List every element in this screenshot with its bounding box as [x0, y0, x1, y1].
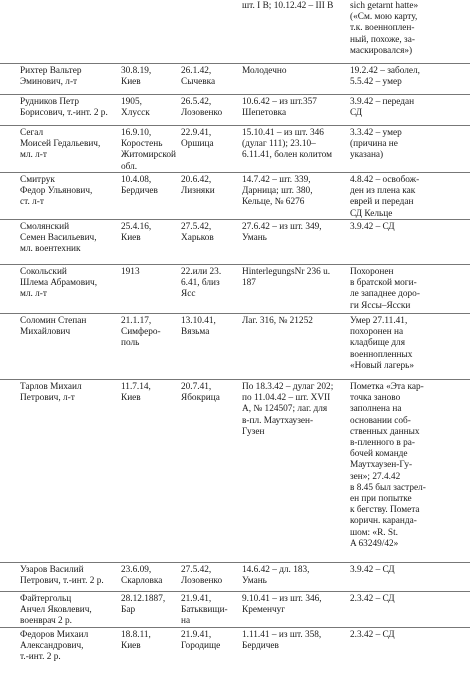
prisoner-name-line: Узаров Василий — [20, 565, 84, 575]
prisoner-name-cell — [20, 267, 118, 301]
capture-date-place-line: 27.5.42, — [181, 565, 212, 575]
capture-date-place-cell — [181, 267, 239, 301]
fate-note-line: к бегству. Помета — [350, 505, 420, 516]
fate-note-line: Маутхаузен-Гу- — [350, 460, 413, 471]
fate-note-cell — [350, 222, 465, 233]
fate-note-line: ле западнее доро- — [350, 289, 420, 300]
table-row — [0, 591, 470, 627]
table-row — [0, 313, 470, 371]
camp-record-line: 187 — [242, 278, 256, 289]
prisoner-name-cell — [20, 175, 118, 209]
camp-record-cell — [242, 594, 346, 616]
capture-date-place-line: 26.5.42, — [181, 97, 212, 107]
fate-note-cell — [350, 128, 465, 162]
prisoner-name-line: ст. л-т — [20, 197, 44, 208]
birth-date-place-cell — [121, 316, 177, 350]
table-row — [0, 94, 470, 119]
fate-note-line: sich getarnt hatte» — [350, 1, 419, 11]
prisoner-name-line: Сокольский — [20, 267, 67, 277]
fate-note-line: т.к. военноплен- — [350, 23, 415, 34]
capture-date-place-cell — [181, 594, 239, 628]
prisoner-name-cell — [20, 382, 118, 404]
camp-record-cell — [242, 222, 346, 244]
birth-date-place-line: 25.4.16, — [121, 222, 152, 232]
prisoner-name-line: Анчел Яковлевич, — [20, 605, 92, 616]
capture-date-place-line: Лозовенко — [181, 108, 223, 119]
fate-note-line: 19.2.42 – заболел, — [350, 66, 420, 76]
birth-date-place-cell — [121, 630, 177, 652]
camp-record-cell — [242, 66, 346, 77]
capture-date-place-line: 21.9.41, — [181, 594, 212, 604]
capture-date-place-cell — [181, 222, 239, 244]
table-row — [0, 562, 470, 587]
capture-date-place-line: Ясс — [181, 289, 196, 300]
fate-note-cell — [350, 267, 465, 312]
table-row — [0, 63, 470, 88]
fate-note-line: ги Яссы–Ясски — [350, 300, 411, 311]
fate-note-cell — [350, 316, 465, 372]
fate-note-line: заполнена на — [350, 404, 402, 415]
prisoner-name-cell — [20, 222, 118, 256]
fate-note-line: («См. мою карту, — [350, 12, 418, 23]
capture-date-place-line: Батьквищи- — [181, 605, 228, 616]
fate-note-line: СД — [350, 108, 363, 119]
capture-date-place-cell — [181, 66, 239, 88]
birth-date-place-line: 21.1.17, — [121, 316, 152, 326]
camp-record-line: Кельце, № 6276 — [242, 197, 305, 208]
prisoner-name-line: Семен Васильевич, — [20, 233, 97, 244]
birth-date-place-cell — [121, 97, 177, 119]
prisoner-name-line: Смолянский — [20, 222, 70, 232]
camp-record-line: 15.10.41 – из шт. 346 — [242, 128, 324, 138]
camp-record-line: Кременчуг — [242, 605, 286, 616]
fate-note-line: в 8.45 был застрел- — [350, 482, 426, 493]
fate-note-cell — [350, 565, 465, 576]
fate-note-line: в братской моги- — [350, 278, 417, 289]
fate-note-line: 3.3.42 – умер — [350, 128, 402, 138]
birth-date-place-line: 28.12.1887, — [121, 594, 166, 604]
capture-date-place-line: 22.9.41, — [181, 128, 212, 138]
birth-date-place-line: 23.6.09, — [121, 565, 152, 575]
birth-date-place-line: Киев — [121, 77, 141, 88]
table-row — [0, 264, 470, 311]
prisoner-name-cell — [20, 565, 118, 587]
birth-date-place-cell — [121, 175, 177, 197]
camp-record-cell — [242, 97, 346, 119]
fate-note-line: зен»; 27.4.42 — [350, 471, 401, 482]
fate-note-line: точка заново — [350, 393, 401, 404]
prisoner-name-line: Моисей Гедальевич, — [20, 139, 101, 150]
prisoner-name-line: мл. л-т — [20, 150, 47, 161]
birth-date-place-cell — [121, 128, 177, 173]
birth-date-place-line: Бар — [121, 605, 136, 616]
prisoner-name-line: т.-инт. 2 р. — [20, 652, 61, 663]
camp-record-line: Бердичев — [242, 641, 279, 652]
prisoner-name-line: Рихтер Вальтер — [20, 66, 82, 76]
prisoner-name-line: военврач 2 р. — [20, 616, 72, 627]
fate-note-line: Пометка «Эта кар- — [350, 382, 424, 392]
prisoner-name-line: Петрович, л-т — [20, 393, 75, 404]
table-row — [0, 219, 470, 255]
capture-date-place-cell — [181, 97, 239, 119]
fate-note-line: 3.9.42 – СД — [350, 222, 395, 232]
fate-note-line: A 63249/42» — [350, 538, 399, 549]
birth-date-place-line: 16.9.10, — [121, 128, 152, 138]
table-row — [0, 627, 470, 663]
fate-note-cell — [350, 66, 465, 88]
birth-date-place-line: Хлусск — [121, 108, 150, 119]
camp-record-line: Молодечно — [242, 66, 287, 76]
prisoner-name-cell — [20, 316, 118, 338]
birth-date-place-line: 30.8.19, — [121, 66, 152, 76]
camp-record-line: Дарница; шт. 380, — [242, 186, 313, 197]
fate-note-line: ен при попытке — [350, 494, 412, 505]
capture-date-place-line: Харьков — [181, 233, 214, 244]
camp-record-line: 6.11.41, болен колитом — [242, 150, 332, 161]
capture-date-place-cell — [181, 382, 239, 404]
fate-note-line: Умер 27.11.41, — [350, 316, 408, 326]
birth-date-place-cell — [121, 382, 177, 404]
capture-date-place-line: 27.5.42, — [181, 222, 212, 232]
fate-note-line: 3.9.42 – СД — [350, 565, 395, 575]
fate-note-line: основании соб- — [350, 415, 411, 426]
camp-record-cell — [242, 565, 346, 587]
camp-record-line: 9.10.41 – из шт. 346, — [242, 594, 322, 604]
prisoner-name-cell — [20, 594, 118, 628]
fate-note-cell — [350, 594, 465, 605]
fate-note-line: бочей команде — [350, 449, 408, 460]
birth-date-place-cell — [121, 594, 177, 616]
prisoner-name-line: Смитрук — [20, 175, 55, 185]
birth-date-place-line: поль — [121, 338, 140, 349]
birth-date-place-cell — [121, 66, 177, 88]
birth-date-place-line: 11.7.14, — [121, 382, 151, 392]
prisoner-name-line: Михайлович — [20, 327, 71, 338]
prisoner-name-line: Шлема Абрамович, — [20, 278, 98, 289]
birth-date-place-cell — [121, 565, 177, 587]
capture-date-place-line: Ябокрица — [181, 393, 220, 404]
camp-record-line: HinterlegungsNr 236 u. — [242, 267, 331, 277]
camp-record-cell — [242, 267, 346, 289]
fate-note-line: военнопленных — [350, 349, 413, 360]
camp-record-line: в-пл. Маутхаузен- — [242, 415, 314, 426]
prisoner-name-cell — [20, 630, 118, 664]
fate-note-line: похоронен на — [350, 327, 404, 338]
capture-date-place-line: Вязьма — [181, 327, 210, 338]
prisoner-name-line: Тарлов Михаил — [20, 382, 82, 392]
capture-date-place-line: Лизняки — [181, 186, 215, 197]
camp-record-line: 10.6.42 – из шт.357 — [242, 97, 317, 107]
capture-date-place-cell — [181, 128, 239, 150]
capture-date-place-line: 6.41, близ — [181, 278, 220, 289]
fate-note-line: в-пленного в ра- — [350, 438, 415, 449]
fate-note-cell — [350, 97, 465, 119]
fate-note-line: СД Кельце — [350, 208, 393, 219]
camp-record-cell — [242, 316, 346, 327]
camp-record-line: 27.6.42 – из шт. 349, — [242, 222, 322, 232]
fate-note-cell — [350, 630, 465, 641]
camp-record-line: Гузен — [242, 426, 265, 437]
camp-record-line: 14.7.42 – шт. 339, — [242, 175, 311, 185]
prisoner-name-line: мл. воентехник — [20, 244, 81, 255]
fate-note-line: 3.9.42 – передан — [350, 97, 415, 107]
prisoner-name-line: Файтергольц — [20, 594, 72, 604]
birth-date-place-line: 1913 — [121, 267, 140, 277]
fate-note-line: ден из плена как — [350, 186, 416, 197]
birth-date-place-line: Киев — [121, 641, 141, 652]
capture-date-place-cell — [181, 316, 239, 338]
birth-date-place-cell — [121, 267, 177, 278]
capture-date-place-line: 13.10.41, — [181, 316, 216, 326]
fate-note-line: коричн. каранда- — [350, 516, 417, 527]
capture-date-place-line: Оршица — [181, 139, 214, 150]
capture-date-place-line: Городище — [181, 641, 221, 652]
camp-record-line: шт. I B; 10.12.42 – III B — [242, 1, 334, 11]
birth-date-place-line: Житомирской — [121, 150, 177, 161]
table-row — [0, 125, 470, 172]
fate-note-line: 2.3.42 – СД — [350, 594, 395, 604]
fate-note-line: еврей и передан — [350, 197, 414, 208]
camp-record-line: 14.6.42 – дл. 183, — [242, 565, 310, 575]
birth-date-place-line: 18.8.11, — [121, 630, 151, 640]
capture-date-place-line: Сычевка — [181, 77, 216, 88]
prisoner-name-cell — [20, 128, 118, 162]
camp-record-cell — [242, 1, 346, 12]
prisoner-name-line: Петрович, т.-инт. 2 р. — [20, 576, 104, 587]
camp-record-line: Умань — [242, 233, 267, 244]
fate-note-line: шом: «R. St. — [350, 527, 398, 538]
fate-note-line: «Новый лагерь» — [350, 360, 415, 371]
fate-note-line: Похоронен — [350, 267, 394, 277]
capture-date-place-line: 21.9.41, — [181, 630, 212, 640]
table-row — [0, 172, 470, 219]
camp-record-line: 1.11.41 – из шт. 358, — [242, 630, 322, 640]
prisoner-name-line: Соломин Степан — [20, 316, 87, 326]
capture-date-place-line: 20.7.41, — [181, 382, 212, 392]
prisoner-name-line: Борисович, т.-инт. 2 р. — [20, 108, 108, 119]
birth-date-place-line: Киев — [121, 233, 141, 244]
fate-note-line: кладбище для — [350, 338, 405, 349]
capture-date-place-cell — [181, 175, 239, 197]
birth-date-place-line: Киев — [121, 393, 141, 404]
prisoner-name-cell — [20, 97, 118, 119]
prisoner-name-line: Эминович, л-т — [20, 77, 78, 88]
fate-note-cell — [350, 382, 465, 550]
camp-record-cell — [242, 382, 346, 438]
capture-date-place-cell — [181, 630, 239, 652]
prisoner-name-line: Александрович, — [20, 641, 84, 652]
prisoner-name-cell — [20, 66, 118, 88]
birth-date-place-line: 1905, — [121, 97, 142, 107]
camp-record-line: по 11.04.42 – шт. XVII — [242, 393, 331, 404]
camp-record-cell — [242, 175, 346, 209]
camp-record-line: (дулаг 111); 23.10– — [242, 139, 316, 150]
prisoner-name-line: Федоров Михаил — [20, 630, 89, 640]
capture-date-place-line: 22.или 23. — [181, 267, 222, 277]
birth-date-place-line: Симферо- — [121, 327, 161, 338]
fate-note-cell — [350, 1, 465, 57]
fate-note-line: (причина не — [350, 139, 398, 150]
fate-note-cell — [350, 175, 465, 220]
camp-record-line: Шепетовка — [242, 108, 287, 119]
fate-note-line: 2.3.42 – СД — [350, 630, 395, 640]
prisoner-name-line: мл. л-т — [20, 289, 47, 300]
fate-note-line: 5.5.42 – умер — [350, 77, 402, 88]
birth-date-place-line: Коростень — [121, 139, 163, 150]
birth-date-place-line: 10.4.08, — [121, 175, 152, 185]
capture-date-place-line: 20.6.42, — [181, 175, 212, 185]
capture-date-place-line: 26.1.42, — [181, 66, 212, 76]
prisoner-name-line: Сегал — [20, 128, 44, 138]
table-row — [0, 379, 470, 549]
camp-record-line: A, № 124507; лаг. для — [242, 404, 328, 415]
prisoner-name-line: Федор Ульянович, — [20, 186, 93, 197]
birth-date-place-line: обл. — [121, 161, 138, 172]
camp-record-cell — [242, 630, 346, 652]
fate-note-line: указана) — [350, 150, 384, 161]
birth-date-place-line: Бердичев — [121, 186, 158, 197]
capture-date-place-cell — [181, 565, 239, 587]
camp-record-line: Умань — [242, 576, 267, 587]
birth-date-place-line: Скарловка — [121, 576, 163, 587]
prisoner-name-line: Рудников Петр — [20, 97, 79, 107]
fate-note-line: маскировался») — [350, 45, 413, 56]
capture-date-place-line: на — [181, 616, 191, 627]
birth-date-place-cell — [121, 222, 177, 244]
camp-record-cell — [242, 128, 346, 162]
fate-note-line: ный, похоже, за- — [350, 34, 415, 45]
fate-note-line: 4.8.42 – освобож- — [350, 175, 420, 185]
camp-record-line: Лаг. 316, № 21252 — [242, 316, 313, 326]
fate-note-line: ственных данных — [350, 426, 420, 437]
camp-record-line: По 18.3.42 – дулаг 202; — [242, 382, 334, 392]
capture-date-place-line: Лозовенко — [181, 576, 223, 587]
